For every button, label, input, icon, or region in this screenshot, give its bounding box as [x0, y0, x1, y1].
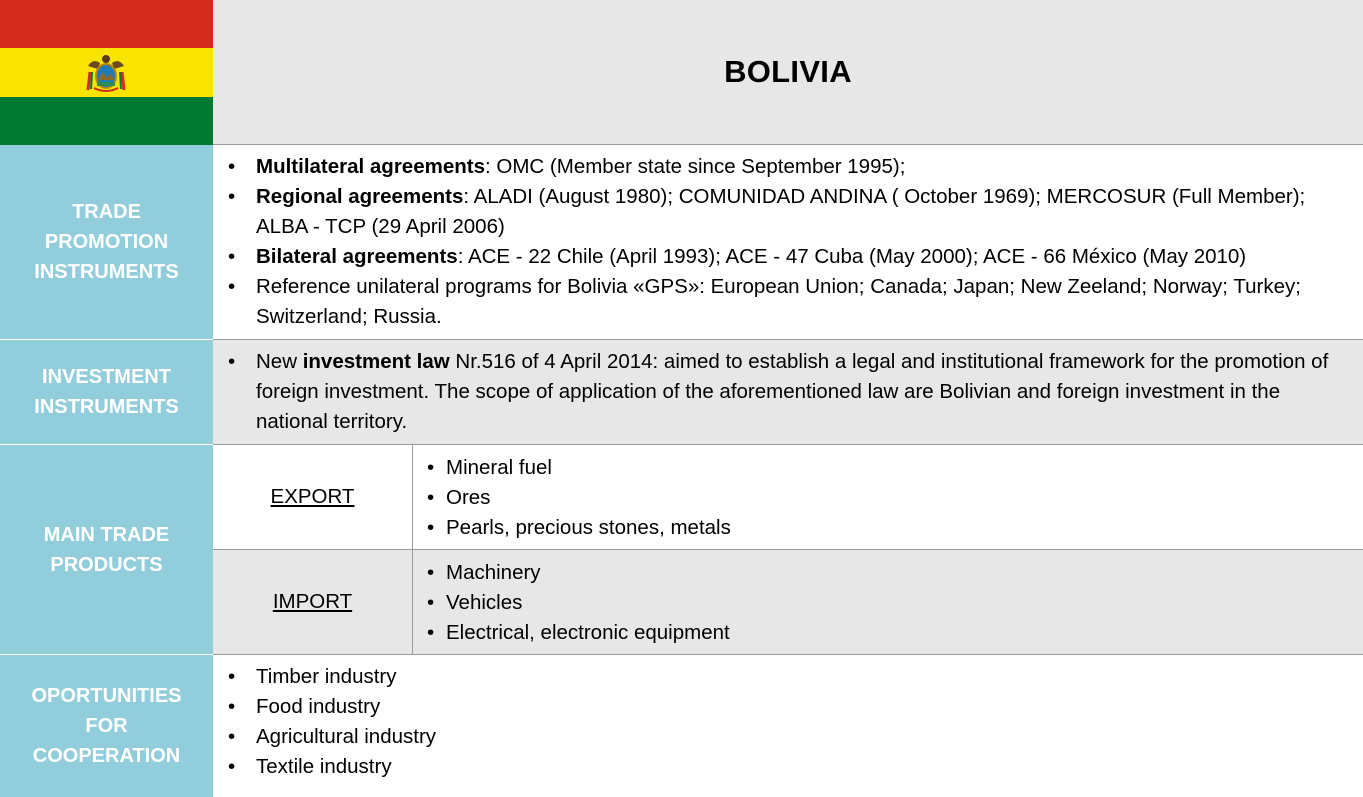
agreement-detail: : ACE - 22 Chile (April 1993); ACE - 47 Cuba (May 2000); ACE - 66 México (May 2010) — [457, 245, 1247, 268]
investment-prefix: New — [256, 350, 303, 373]
list-item: • Ores — [446, 483, 1363, 513]
export-label: EXPORT — [270, 485, 355, 508]
bolivia-flag — [0, 0, 213, 145]
export-label-cell — [213, 445, 413, 550]
import-list — [413, 558, 1363, 648]
main-trade-label-cell — [0, 445, 213, 655]
investment-list — [213, 347, 1363, 437]
agreement-detail: : OMC (Member state since September 1995); — [485, 155, 906, 178]
cooperation-label-cell — [0, 655, 213, 797]
list-item — [256, 182, 1353, 242]
investment-label-cell — [0, 340, 213, 445]
import-label-cell — [213, 550, 413, 655]
list-item: • Vehicles — [446, 588, 1363, 618]
investment-law: investment law — [302, 350, 450, 373]
list-item: • Mineral fuel — [446, 453, 1363, 483]
export-content — [413, 445, 1363, 550]
list-item — [256, 152, 1353, 182]
list-item: • Timber industry — [256, 662, 1353, 692]
cooperation-label: OPORTUNITIES FOR COOPERATION — [31, 685, 182, 767]
list-item: • Agricultural industry — [256, 722, 1353, 752]
agreement-detail: : ALADI (August 1980); COMUNIDAD ANDINA ( October 1969); MERCOSUR (Full Member); ALBA - TCP (29 April 2006) — [256, 185, 1306, 238]
trade-promotion-label-cell — [0, 145, 213, 340]
investment-label: INVESTMENT INSTRUMENTS — [34, 366, 179, 418]
page-title: BOLIVIA — [724, 54, 852, 89]
list-item: • Pearls, precious stones, metals — [446, 513, 1363, 543]
trade-promotion-content — [213, 145, 1363, 340]
investment-content — [213, 340, 1363, 445]
list-item: • Textile industry — [256, 752, 1353, 782]
list-item — [256, 347, 1353, 437]
flag-green-stripe — [0, 97, 213, 145]
coat-of-arms-icon — [84, 52, 128, 94]
list-item — [256, 242, 1353, 272]
import-label: IMPORT — [272, 590, 353, 613]
flag-red-stripe — [0, 0, 213, 48]
agreement-type: Bilateral agreements — [256, 245, 458, 268]
export-list — [413, 453, 1363, 543]
trade-promotion-label: TRADE PROMOTION INSTRUMENTS — [34, 201, 179, 283]
investment-detail: Nr.516 of 4 April 2014: aimed to establish a legal and institutional framework for the promotion of foreign investment. The scope of application of the aforementioned law are Bolivian and foreign investment in the national territory. — [256, 350, 1329, 433]
agreement-type: Multilateral agreements — [256, 155, 485, 178]
list-item: • Electrical, electronic equipment — [446, 618, 1363, 648]
agreement-type: Regional agreements — [256, 185, 464, 208]
list-item: • Food industry — [256, 692, 1353, 722]
cooperation-list — [213, 662, 1363, 782]
trade-promotion-list — [213, 152, 1363, 332]
import-content — [413, 550, 1363, 655]
list-item: • Machinery — [446, 558, 1363, 588]
title-cell — [213, 0, 1363, 145]
list-item — [256, 272, 1353, 332]
main-trade-label: MAIN TRADE PRODUCTS — [43, 523, 170, 576]
agreement-detail: Reference unilateral programs for Bolivia «GPS»: European Union; Canada; Japan; New Zeeland; Norway; Turkey; Switzerland; Russia. — [256, 275, 1301, 328]
cooperation-content — [213, 655, 1363, 797]
